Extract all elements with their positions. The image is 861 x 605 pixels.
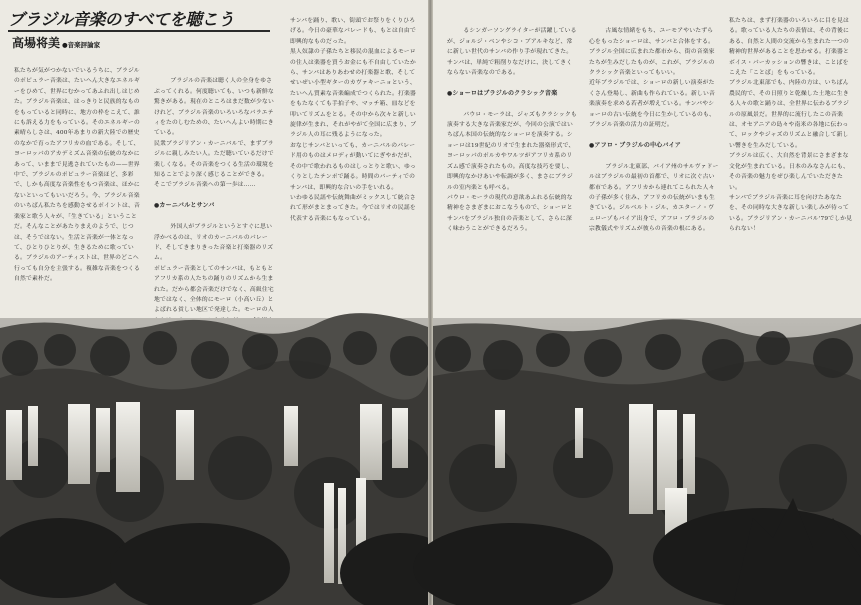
waterfall-photo-left [0,318,428,605]
left-column-1: 私たちが気がつかないでいるうちに、ブラジルのポピュラー音楽は、たいへん大きなエネルギーをひめて、世界にむかってあふれ出しはじめた。ブラジル音楽は、はっきりと民族的なものをもっていると同時に、地方の枠をこえて、誰にも訴える力をもっている。そのエネルギーの素晴らしさは、400年あまりの新大陸での歴史のなかで育ったアフリカの血である。そして、ヨーロッパのアカデミズム音楽の伝統のなかにあって、いままで見逃されていたもの——世界中で、ブラジルのポピュラー音楽ほど、多彩で、しかも高度な音楽性をもつ音楽は、ほかにないといってもいいだろう。今、ブラジル音楽のいちばん私たちを感動させるポイントは、音楽家と歌う人々が、「生きている」ということだ。そんなことがあたりまえのようで、じつは、そうではない。生活と音楽が一体となって、ひとりひとりが、生きるために歌っている。ブラジルのアーティストは、世界のどこへ行っても自分を主張する。複雑な音楽をつくる自然で素朴だ。 [14,68,140,283]
right-column-2-text-b: ブラジル北東部、バイア州のサルヴァドールはブラジルの最初の首都で、リオに次ぐ古い都市である。アフリカから連れてこられた人々の子孫が多く住み、アフリカの伝統がいまも生きている。ジルベルト・ジル、カエターノ・ヴェローゾもバイア出身で、アフロ・ブラジルの宗教儀式やリズムが彼らの音楽の根にある。 [589,163,719,233]
title-rule [8,30,270,32]
bahia-heading: ●アフロ・ブラジルの中心バイア [589,141,681,149]
right-column-1-text: るシンガーソングライターが活躍しているが、ジョルジ・ベンやシコ・ブアルキなど、常に新しい世代のサンバの作り手が現れてきた。サンバは、単純で粗削りなだけに、決してきくならない音楽なのである。 [447,28,577,77]
right-column-2-text: 古風な情緒をもち、ユーモアやいたずら心をもったショーロは、サンバと合体をする。ブラジル全国に広まれた都市から、街の音楽家たちが生みだしたものが、これが、ブラジルのクラシック音楽といってもいい。 近年ブラジルでは、ショーロの新しい演奏がたくさん登場し、新曲も作られている。新しい音楽演奏を求める若者が増えている。サンバやショーロの古い伝統を今日に生かしているのも、ブラジル音楽の活力の証明だ。 [589,28,715,129]
left-page [0,0,428,605]
left-column-2-text: ブラジルの音楽は聴く人の全身をゆさぶってくれる。何度聴いても、いつも新鮮な驚きがある。現在のところはまだ数が少ないけれど、ブラジル音楽のいろいろなパラエティをたのしむための、たいへんよい時期にきている。 民衆ブラジリアン・カーニバルで、まずブラジルに親しみたい人。ただ聴いているだけで楽しくなる。その音楽をつくる生活の環境を知ることでより深く感じることができる。 そこでブラジル音楽への第一歩は…… [154,78,274,189]
left-column-2-text-b: 外国人がブラジルというとすぐに思い浮かべるのは、リオのカーニバルのパレード、そしてきまりきった音楽と打楽器のリズム。 ポピュラー音楽としてのサンバは、もともとアフリカ系の人たちの踊りのリズムから生まれた。だから都会音楽だけでなく、高級住宅地ではなく、全体的にモーロ（小高い丘）とよばれる貧しい地区で発達した。モーロの人 [154,224,274,314]
right-text-block [433,0,861,318]
right-page [433,0,861,605]
right-column-1-text-b: パウロ・モーラは、ジャズもクラシックも演奏する大きな音楽家だが、今回の公演ではいちばん本国の伝統的なショーロを演奏する。ショーロは19世紀のリオで生まれた器楽形式で、ヨーロッパのポルカやワルツがアフリカ系のリズム感で演奏されたもの。高度な技巧を要し、即興的なかけあいや転調が多く、まさにブラジルの室内楽とも呼べる。 パウロ・モーラの現代の意欲あふれる伝統的な精神をさまざまにおこなうもので、ショーロとサンバをブラジル独自の音楽として、さらに深く味わうことができるだろう。 [447,111,577,233]
left-column-2 [154,66,278,316]
left-text-block [0,0,428,318]
right-column-1 [447,16,577,316]
right-column-2 [589,16,719,316]
byline [12,34,100,51]
article-title: ブラジル音楽のすべてを聴こう [8,10,235,29]
right-column-3: 私たちは、まず打楽器のいろいろに目を見はる。歌っている人たちの表情は、その背後にある、自然と人間の交流から生まれた一つの精神的世界があることを思わせる。打楽器とボイス・パーカッションの響きは、ことばをこえた「ことば」をもっている。 ブラジル北東部でも、内陸の方は、いちばん農民的で、その日照りと乾燥した土地に生きる人々の歌と踊りは、全世界に伝わるブラジルの原風景だ。世界的に流行したこの音楽は、オセアニアの島々や南米の各地に伝わって、ロックやジャズのリズムと融合して新しい響きを生みだしている。 ブラジルは広く、大自然を背景にさまざまな文化が生まれている。日本のみなさんにも、その音楽の魅力をぜひ楽しんでいただきたい。 サンバでブラジル音楽に耳を向けたあなたを、その同時な大きな新しい楽しみが待っている。ブラジリアン・カーニバル'79でしか見られない！ [729,18,853,233]
author-role: ●音楽評論家 [62,41,101,49]
carnival-samba-heading: ●カーニバルとサンバ [154,202,215,210]
author-name: 高場将美 [12,36,61,50]
left-column-3: サンバを踊り、歌い、街頭でお祭りをくりひろげる。今日の豪華なパレードも、もとは自由で即興的なものだった。 黒人奴隷の子孫たちと移民の混血によるモーロの住人は楽器を買うお金にも不自由していたから、サンバはありあわせの打楽器と歌、そしてせいぜい小型ギターのカヴァキーニョという、たいへん質素な音楽編成でつくられた。打楽器をもたなくても手拍子や、マッチ箱、皿などを叩いてリズムをとる。その中から次々と新しい旋律が生まれ、それがやがて全国に広まり、ブラジル人の耳に残るようになった。 おなじサンバといっても、カーニバルのパレード用のものはメロディが動いてにぎやかだが、その中で歌われるものはしっとりと歌い、ゆっくりとしたテンポで踊る。時間のパーティでのサンバは、即興的な合いの手をいれる。 いわゆる民謡や伝統舞曲がミックスして統合されて形がまとまってきた。今ではリオの民謡を代表する音楽にもなっている。 [290,18,417,222]
choro-heading: ●ショーロはブラジルのクラシック音楽 [447,89,558,97]
waterfall-photo-right [433,318,861,605]
